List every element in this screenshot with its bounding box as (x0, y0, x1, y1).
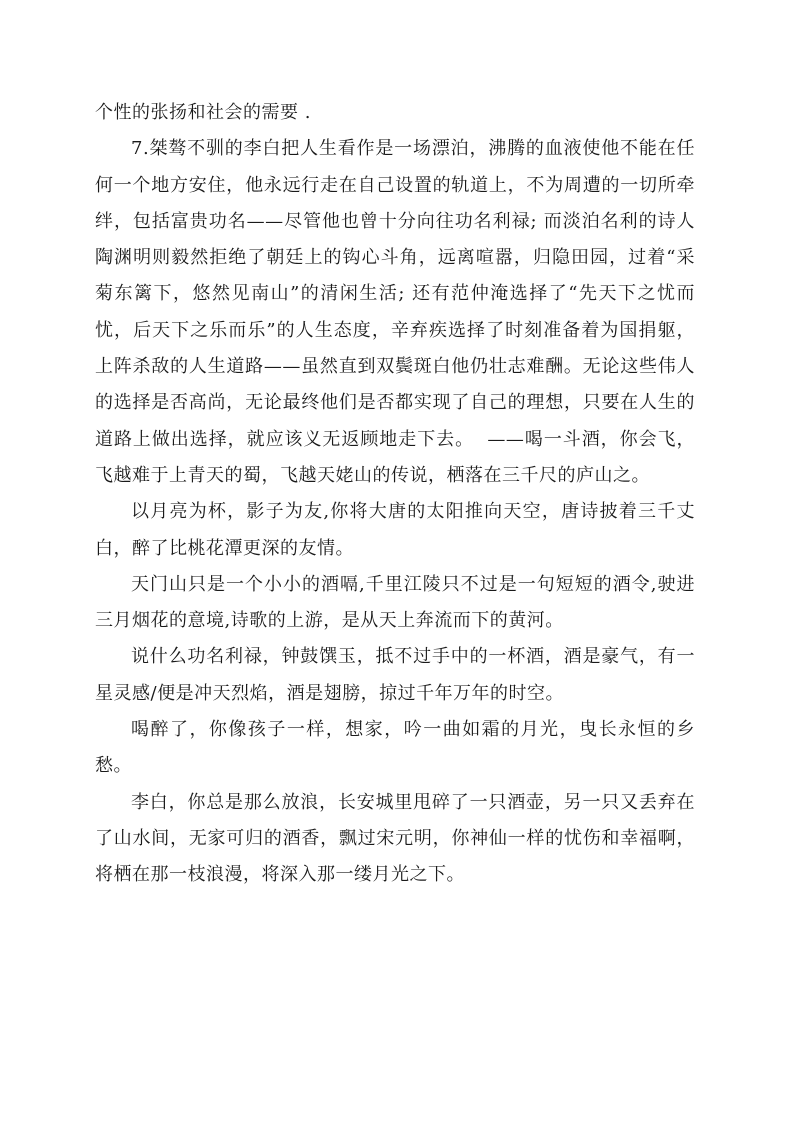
paragraph-li-bai-unrestrained: 李白，你总是那么放浪，长安城里甩碎了一只酒壶，另一只又丢弃在了山水间，无家可归的酒香，飘过宋元明，你神仙一样的忧伤和幸福啊，将栖在那一枝浪漫，将深入那一缕月光之下。 (95, 791, 695, 886)
body-text (95, 95, 695, 894)
paragraph-moon-cup: 以月亮为杯，影子为友,你将大唐的太阳推向天空，唐诗披着三千丈白，醉了比桃花潭更深的友情。 (95, 501, 695, 559)
paragraph-li-bai-choice: 7.桀骜不驯的李白把人生看作是一场漂泊，沸腾的血液使他不能在任何一个地方安住，他永远行走在自己设置的轨道上，不为周遭的一切所牵绊，包括富贵功名——尽管他也曾十分向往功名利禄; 而淡泊名利的诗人陶渊明则毅然拒绝了朝廷上的钩心斗角，远离喧嚣，归隐田园，过着“采菊东篱下，悠然见南山”的清闲生活; 还有范仲淹选择了“先天下之忧而忧，后天下之乐而乐”的人生态度，辛弃疾选择了时刻准备着为国捐躯，上阵杀敌的人生道路——虽然直到双鬓斑白他仍壮志难酬。无论这些伟人的选择是否高尚，无论最终他们是否都实现了自己的理想，只要在人生的道路上做出选择，就应该义无返顾地走下去。 ——喝一斗酒，你会飞，飞越难于上青天的蜀，飞越天姥山的传说，栖落在三千尺的庐山之。 (95, 138, 695, 486)
paragraph-tianmen-mountain: 天门山只是一个小小的酒嗝,千里江陵只不过是一句短短的酒令,驶进三月烟花的意境,诗歌的上游，是从天上奔流而下的黄河。 (95, 573, 695, 632)
paragraph-fame-wine: 说什么功名利禄，钟鼓馔玉，抵不过手中的一杯酒，酒是豪气，有一星灵感/便是冲天烈焰，酒是翅膀，掠过千年万年的时空。 (95, 646, 695, 704)
paragraph-drunk-homesick: 喝醉了，你像孩子一样，想家，吟一曲如霜的月光，曳长永恒的乡愁。 (95, 719, 695, 777)
paragraph-continuation: 个性的张扬和社会的需要 . (95, 102, 311, 123)
